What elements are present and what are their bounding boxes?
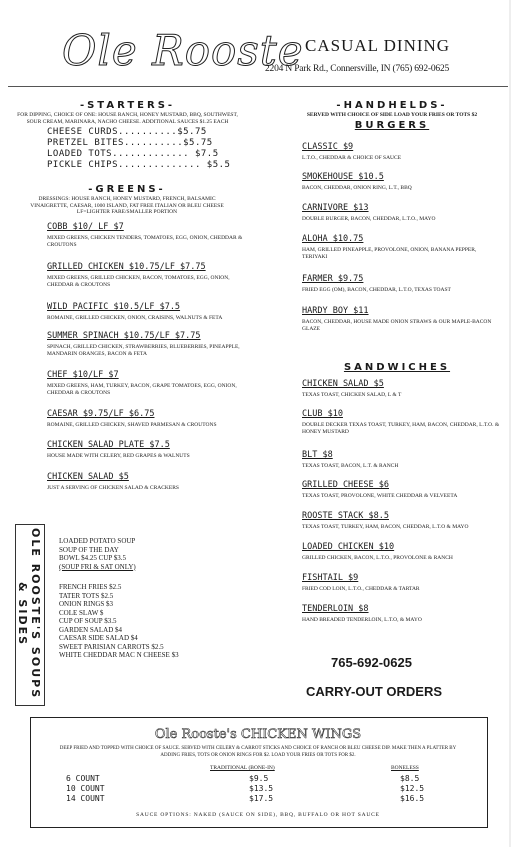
- sandwich-name: CLUB $10: [302, 409, 343, 419]
- handhelds-section: [292, 100, 492, 131]
- burger-item: [302, 142, 502, 162]
- sandwich-item: [302, 379, 502, 399]
- burger-name: CLASSIC $9: [302, 142, 354, 152]
- burger-name: FARMER $9.75: [302, 274, 364, 284]
- sandwich-desc: TEXAS TOAST, PROVOLONE, WHITE CHEDDAR & VELVEETA: [302, 493, 458, 499]
- wings-count: 14 COUNT: [66, 794, 105, 803]
- salad-name: GRILLED CHICKEN $10.75/LF $7.75: [47, 262, 206, 272]
- burger-desc: L.T.O., CHEDDAR & CHOICE OF SAUCE: [302, 155, 402, 161]
- salad-desc: MIXED GREENS, CHICKEN TENDERS, TOMATOES, EGG, ONION, CHEDDAR & CROUTONS: [47, 235, 243, 248]
- side-item: COLE SLAW $: [59, 608, 104, 617]
- soups-list: [59, 537, 136, 571]
- salad-name: COBB $10/ LF $7: [47, 222, 124, 232]
- wings-col-traditional: TRADITIONAL (BONE-IN): [210, 765, 275, 771]
- side-item: CUP OF SOUP $3.5: [59, 617, 117, 625]
- page-edge-line: [509, 0, 511, 847]
- salad-name: CHEF $10/LF $7: [47, 370, 119, 380]
- greens-note: DRESSINGS: HOUSE RANCH, HONEY MUSTARD, FRENCH, BALSAMIC VINAIGRETTE, CAESAR, 1000 ISLAND, FAT FREE ITALIAN OR BLEU CHEESE LF=LIGHTER FARE/SMALLER PORTION: [30, 196, 224, 215]
- salad-item: [47, 370, 247, 397]
- restaurant-logo: Ole Rooste: [62, 26, 304, 75]
- wings-row: [66, 794, 446, 804]
- burger-name: HARDY BOY $11: [302, 306, 369, 316]
- wings-boneless-price: $12.5: [400, 784, 425, 793]
- sandwich-item: [302, 604, 502, 624]
- burger-desc: DOUBLE BURGER, BACON, CHEDDAR, L.T.O., MAYO: [302, 216, 436, 222]
- salad-item: [47, 409, 247, 429]
- header-divider: [8, 86, 508, 87]
- burger-item: [302, 234, 502, 261]
- burger-name: ALOHA $10.75: [302, 234, 364, 244]
- side-item: WHITE CHEDDAR MAC N CHEESE $3: [59, 651, 179, 659]
- sandwich-desc: FRIED COD LOIN, L.T.O., CHEDDAR & TARTAR: [302, 586, 420, 592]
- soup-line: BOWL $4.25 CUP $3.5: [59, 554, 126, 562]
- wings-count: 6 COUNT: [66, 774, 100, 783]
- sandwich-item: [302, 409, 502, 436]
- greens-title: -GREENS-: [88, 184, 166, 195]
- salad-desc: ROMAINE, GRILLED CHICKEN, ONION, CRAISINS, WALNUTS & FETA: [47, 315, 223, 321]
- sandwich-name: LOADED CHICKEN $10: [302, 542, 395, 552]
- sandwich-desc: TEXAS TOAST, TURKEY, HAM, BACON, CHEDDAR, L.T.O & MAYO: [302, 524, 469, 530]
- sauce-options: SAUCE OPTIONS: NAKED (SAUCE ON SIDE), BBQ, BUFFALO OR HOT SAUCE: [136, 812, 380, 818]
- starters-title: -STARTERS-: [79, 100, 176, 111]
- salad-name: CHICKEN SALAD PLATE $7.5: [47, 440, 170, 450]
- carry-out-label: CARRY-OUT ORDERS: [306, 684, 443, 699]
- salad-item: [47, 472, 247, 492]
- wings-count: 10 COUNT: [66, 784, 105, 793]
- sandwich-name: CHICKEN SALAD $5: [302, 379, 384, 389]
- burger-desc: HAM, GRILLED PINEAPPLE, PROVOLONE, ONION, BANANA PEPPER, TERIYAKI: [302, 247, 477, 260]
- wings-traditional-price: $13.5: [249, 784, 274, 793]
- burgers-title: BURGERS: [354, 119, 430, 131]
- address-line: 2204 N Park Rd., Connersville, IN (765) 692-0625: [265, 64, 450, 74]
- greens-section: [22, 184, 232, 216]
- sandwich-name: TENDERLOIN $8: [302, 604, 369, 614]
- sandwich-desc: DOUBLE DECKER TEXAS TOAST, TURKEY, HAM, BACON, CHEDDAR, L.T.O. & HONEY MUSTARD: [302, 422, 500, 435]
- sandwich-name: BLT $8: [302, 450, 333, 460]
- burger-item: [302, 274, 502, 294]
- starter-item: PRETZEL BITES..........$5.75: [47, 138, 213, 148]
- side-item: GARDEN SALAD $4: [59, 625, 122, 634]
- salad-name: CHICKEN SALAD $5: [47, 472, 129, 482]
- sides-list: [59, 583, 179, 660]
- starter-item: CHEESE CURDS..........$5.75: [47, 127, 207, 137]
- starters-note: FOR DIPPING, CHOICE OF ONE: HOUSE RANCH, HONEY MUSTARD, BBQ, SOUTHWEST, SOUR CREAM, MARINARA, NACHO CHEESE. ADDITIONAL SAUCES $1.25 EACH: [17, 112, 238, 125]
- soup-line: (SOUP FRI & SAT ONLY): [59, 562, 136, 571]
- burger-item: [302, 172, 502, 192]
- sandwich-desc: TEXAS TOAST, CHICKEN SALAD, L & T: [302, 392, 402, 398]
- wings-traditional-price: $9.5: [249, 774, 269, 783]
- wings-boneless-price: $8.5: [400, 774, 420, 783]
- wings-row: [66, 774, 446, 784]
- wings-traditional-price: $17.5: [249, 794, 274, 803]
- sandwich-item: [302, 542, 502, 562]
- starters-list: [47, 127, 240, 171]
- sandwich-item: [302, 573, 502, 593]
- side-item: CAESAR SIDE SALAD $4: [59, 634, 138, 642]
- side-item: ONION RINGS $3: [59, 600, 114, 608]
- salad-name: CAESAR $9.75/LF $6.75: [47, 409, 155, 419]
- salad-desc: JUST A SERVING OF CHICKEN SALAD & CRACKERS: [47, 485, 179, 491]
- salad-name: SUMMER SPINACH $10.75/LF $7.75: [47, 331, 201, 341]
- burger-desc: BACON, CHEDDAR, HOUSE MADE ONION STRAWS & OUR MAPLE-BACON GLAZE: [302, 319, 492, 332]
- side-item: SWEET PARISIAN CARROTS $2.5: [59, 642, 164, 651]
- starter-item: PICKLE CHIPS.............. $5.5: [47, 160, 231, 170]
- burger-name: CARNIVORE $13: [302, 203, 369, 213]
- salad-item: [47, 262, 247, 289]
- handhelds-title: -HANDHELDS-: [336, 100, 448, 111]
- burger-desc: BACON, CHEDDAR, ONION RING, L.T., BBQ: [302, 185, 412, 191]
- salad-item: [47, 440, 247, 460]
- soup-line: SOUP OF THE DAY: [59, 545, 119, 554]
- wings-row: [66, 784, 446, 794]
- wings-title: Ole Rooste's CHICKEN WINGS: [154, 727, 362, 742]
- sandwich-name: ROOSTE STACK $8.5: [302, 511, 389, 521]
- wings-price-table: [66, 765, 446, 804]
- phone-number[interactable]: 765-692-0625: [331, 655, 412, 670]
- soups-sides-title: OLE ROOSTE'S SOUPS & SIDES: [16, 528, 42, 700]
- tagline: CASUAL DINING: [305, 36, 451, 55]
- starters-section: [15, 100, 240, 171]
- salad-desc: HOUSE MADE WITH CELERY, RED GRAPES & WALNUTS: [47, 453, 190, 459]
- soup-line: LOADED POTATO SOUP: [59, 537, 136, 545]
- wings-boneless-price: $16.5: [400, 794, 425, 803]
- handhelds-note: SERVED WITH CHOICE OF SIDE LOAD YOUR FRIES OR TOTS $2: [306, 112, 478, 118]
- burger-name: SMOKEHOUSE $10.5: [302, 172, 384, 182]
- salad-desc: SPINACH, GRILLED CHICKEN, STRAWBERRIES, BLUEBERRIES, PINEAPPLE, MANDARIN ORANGES, BACON & FETA: [47, 344, 240, 357]
- sandwich-item: [302, 450, 502, 470]
- salad-name: WILD PACIFIC $10.5/LF $7.5: [47, 302, 181, 312]
- salad-item: [47, 222, 247, 249]
- sandwich-item: [302, 480, 502, 500]
- wings-col-boneless: BONELESS: [391, 765, 419, 771]
- salad-desc: MIXED GREENS, GRILLED CHICKEN, BACON, TOMATOES, EGG, ONION, CHEDDAR & CROUTONS: [47, 275, 230, 288]
- sandwich-item: [302, 511, 502, 531]
- side-item: FRENCH FRIES $2.5: [59, 583, 122, 591]
- sandwich-desc: TEXAS TOAST, BACON, L.T. & RANCH: [302, 463, 399, 469]
- sandwich-desc: HAND BREADED TENDERLOIN, L.T.O, & MAYO: [302, 617, 422, 623]
- wings-description: DEEP FRIED AND TOPPED WITH CHOICE OF SAUCE. SERVED WITH CELERY & CARROT STICKS AND CHOICE OF RANCH OR BLEU CHEESE DIP. MAKE THEN A PLATTER BY ADDING FRIES, TOTS OR ONION RINGS FOR $2. LOAD YOUR FRIES OR TOTS FOR $2.: [59, 746, 457, 758]
- salad-item: [47, 331, 247, 358]
- side-item: TATER TOTS $2.5: [59, 591, 114, 600]
- starter-item: LOADED TOTS............. $7.5: [47, 149, 219, 159]
- burger-desc: FRIED EGG (OM), BACON, CHEDDAR, L.T.O, TEXAS TOAST: [302, 287, 451, 293]
- sandwiches-title: SANDWICHES: [343, 362, 451, 373]
- salad-item: [47, 302, 247, 322]
- burger-item: [302, 306, 502, 333]
- burger-item: [302, 203, 502, 223]
- salad-desc: ROMAINE, GRILLED CHICKEN, SHAVED PARMESAN & CROUTONS: [47, 422, 217, 428]
- sandwich-desc: GRILLED CHICKEN, BACON, L.T.O., PROVOLONE & RANCH: [302, 555, 453, 561]
- salad-desc: MIXED GREENS, HAM, TURKEY, BACON, GRAPE TOMATOES, EGG, ONION, CHEDDAR & CROUTONS: [47, 383, 237, 396]
- sandwich-name: FISHTAIL $9: [302, 573, 359, 583]
- sandwich-name: GRILLED CHEESE $6: [302, 480, 389, 490]
